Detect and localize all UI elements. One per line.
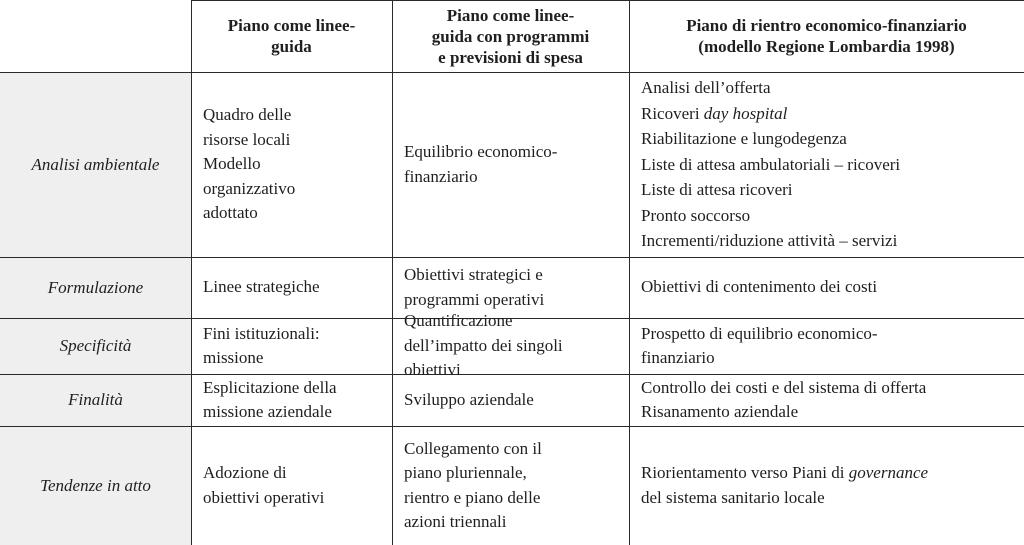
header-c2 [392,0,629,72]
cell-text: Ricoveri [641,103,704,123]
cell-text: Riorientamento verso Piani di [641,463,849,482]
cell-text: Controllo dei costi e del sistema di offerta [641,377,927,397]
cell-text: Analisi dell’offerta [641,78,771,98]
cell-line [641,346,1024,371]
row-label-text: Specificità [59,336,132,355]
cell-c3 [629,374,1024,426]
cell-text: del sistema sanitario locale [641,487,825,507]
header-line: Piano di rientro economico-finanziario [686,16,967,35]
cell-text: finanziario [641,348,715,367]
cell-line: Sviluppo aziendale [404,389,534,409]
row-label-text: Tendenze in atto [40,475,151,495]
cell-line: risorse locali [203,129,291,149]
cell-c3 [629,318,1024,374]
cell-line [641,376,1024,401]
header-line: Piano come linee- [446,5,575,25]
cell-line: missione [203,348,264,367]
cell-line: Collegamento con il [404,438,542,458]
header-line: Piano come linee- [227,16,356,35]
cell-line: adottato [203,203,258,223]
cell-line [641,101,1024,127]
cell-line [641,322,1024,347]
header-c3 [629,0,1024,72]
cell-line: missione aziendale [203,402,332,421]
cell-line: Equilibrio economico- [404,142,558,161]
cell-line: Fini istituzionali: [203,323,320,343]
cell-line [641,486,1024,511]
cell-c1 [191,257,392,318]
cell-line: obiettivi [404,360,461,380]
cell-line [641,177,1024,203]
cell-line: Quantificazione [404,311,513,331]
cell-line: programmi operativi [404,289,545,309]
cell-c1 [191,72,392,257]
header-line: e previsioni di spesa [438,47,583,67]
cell-text: Liste di attesa ambulatoriali – ricoveri [641,154,901,174]
cell-text: Pronto soccorso [641,205,751,225]
cell-line [641,275,1024,300]
cell-c2 [392,426,629,545]
cell-text: Obiettivi di contenimento dei costi [641,277,878,297]
cell-line: Quadro delle [203,105,292,125]
header-line: guida con programmi [431,26,590,46]
cell-line [641,400,1024,425]
row-label [0,257,191,318]
cell-line: finanziario [404,166,478,186]
cell-text-italic: day hospital [703,103,788,123]
header-line: guida [271,37,312,56]
cell-line: organizzativo [203,178,296,198]
row-label [0,426,191,545]
cell-line [641,228,1024,254]
cell-line [641,152,1024,178]
cell-line: dell’impatto dei singoli [404,335,563,355]
cell-line: rientro e piano delle [404,487,541,507]
cell-text: Riabilitazione e lungodegenza [641,129,847,149]
cell-text: Incrementi/riduzione attività – servizi [641,231,898,251]
cell-c3 [629,72,1024,257]
cell-line: Modello [203,154,261,174]
cell-text: Liste di attesa ricoveri [641,180,793,200]
row-label [0,318,191,374]
cell-line: obiettivi operativi [203,487,325,507]
cell-c3 [629,426,1024,545]
cell-c2 [392,72,629,257]
header-c1 [191,0,392,72]
row-label [0,374,191,426]
cell-line: azioni triennali [404,512,507,531]
cell-line [641,203,1024,229]
cell-line: Esplicitazione della [203,377,337,397]
row-label-text: Finalità [68,390,123,409]
cell-c1 [191,374,392,426]
cell-line: piano pluriennale, [404,463,527,482]
header-line: (modello Regione Lombardia 1998) [698,37,955,56]
cell-c2 [392,374,629,426]
row-label-text: Analisi ambientale [31,154,160,174]
cell-c1 [191,318,392,374]
cell-text: Risanamento aziendale [641,402,799,421]
cell-text: Prospetto di equilibrio economico- [641,323,878,343]
cell-line: Linee strategiche [203,277,320,297]
row-label [0,72,191,257]
cell-line [641,126,1024,152]
cell-line: Adozione di [203,463,287,482]
cell-text-italic: governance [848,463,929,482]
cell-c3 [629,257,1024,318]
cell-line: Obiettivi strategici e [404,265,543,284]
cell-c1 [191,426,392,545]
row-label-text: Formulazione [47,277,144,297]
cell-line [641,75,1024,101]
cell-line [641,461,1024,486]
cell-c2 [392,311,629,380]
